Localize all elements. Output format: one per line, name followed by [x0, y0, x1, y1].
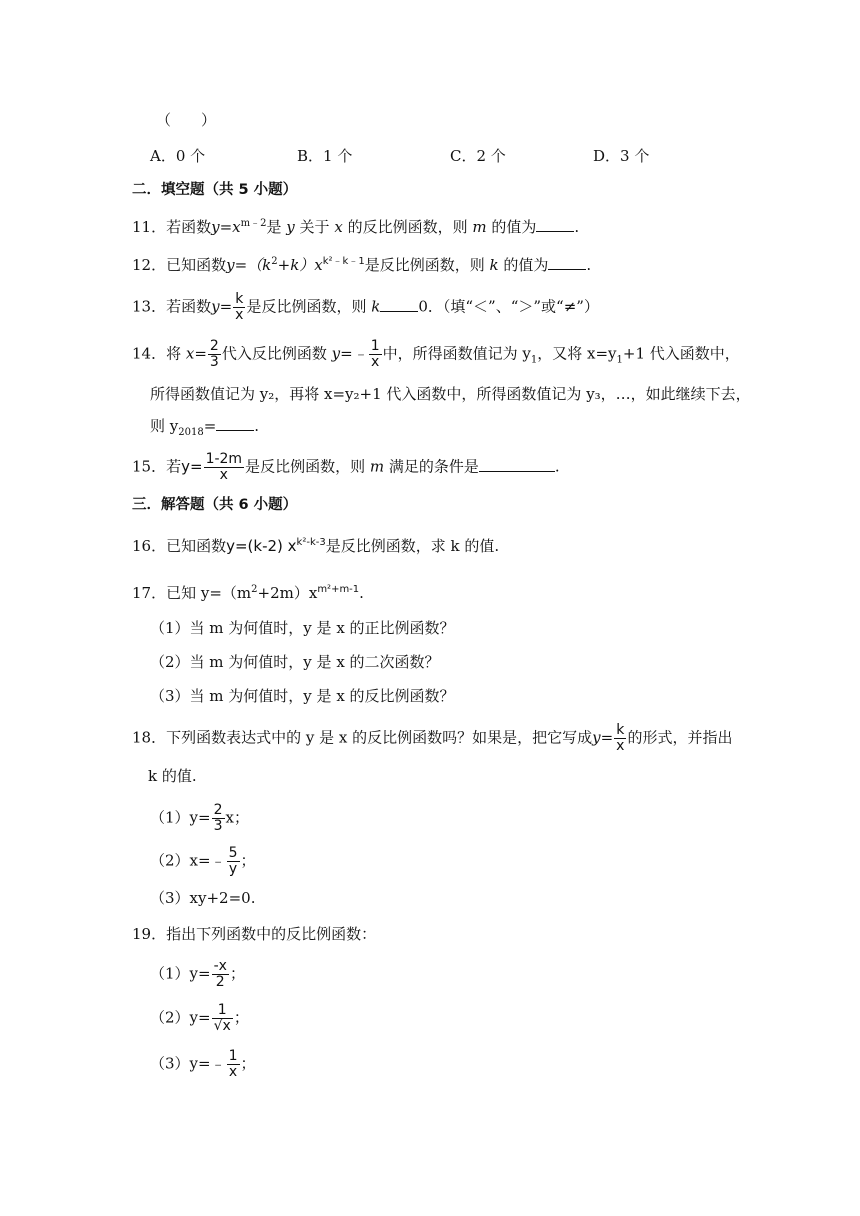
question-17-part3: （3）当 m 为何值时，y 是 x 的反比例函数？ [150, 687, 455, 705]
fraction: $\frac{1}{x}$ [228, 1048, 238, 1080]
question-18-part1: （1）y= $\frac{2}{3}$ x； [150, 802, 249, 834]
fraction: $\frac{k}{x}$ [235, 291, 244, 323]
section-heading-fill-in: 二．填空题（共 5 小题） [132, 182, 298, 198]
question-19-part3: （3）y=﹣ $\frac{1}{x}$ ； [150, 1048, 256, 1080]
question-13: 13．若函数y= $\frac{k}{x}$ 是反比例函数，则 k 0．（填“＜”、“＞”或“≠”） [132, 291, 599, 323]
section-heading-solutions: 三．解答题（共 6 小题） [132, 497, 298, 513]
question-19-part1: （1）y= $\frac{-x}{2}$ ； [150, 958, 245, 990]
question-18-line2: k 的值. [148, 767, 197, 785]
fraction: $\frac{-x}{2}$ [213, 958, 227, 990]
option-a: A．0 个 [150, 147, 206, 165]
question-14-line3: 则 $y_{2018}=$ . [150, 417, 260, 438]
question-19: 19．指出下列函数中的反比例函数： [132, 925, 377, 943]
fraction: $\frac{1-2m}{x}$ [205, 451, 243, 483]
option-b: B．1 个 [297, 147, 353, 165]
question-17: 17．已知 $y=(m^2+2m)x^{m^2+m-1}$. [132, 584, 364, 602]
question-17-part2: （2）当 m 为何值时，y 是 x 的二次函数？ [150, 653, 440, 671]
answer-blank[interactable] [479, 457, 555, 472]
question-17-part1: （1）当 m 为何值时，y 是 x 的正比例函数？ [150, 619, 455, 637]
question-16: 16．已知函数y=(k-2) $x^{k^2-k-3}$是反比例函数，求 k 的值. [132, 537, 500, 555]
question-19-part2: （2）y= $\frac{1}{√x}$ ； [150, 1002, 249, 1034]
fraction: $\frac{2}{3}$ [209, 338, 219, 370]
answer-blank[interactable] [380, 297, 418, 312]
question-18-part2: （2）x=﹣ $\frac{5}{y}$ ； [150, 845, 256, 877]
question-12: 12．已知函数$y=(k^2+k)x^{k^2﹣k﹣1}$是反比例函数，则 k 的值为 . [132, 256, 592, 274]
question-14-line2: 所得函数值记为 y₂，再将 x=y₂+1 代入函数中，所得函数值记为 y₃，…，如此继续下去， [150, 385, 751, 403]
question-14: 14．将 x= $\frac{2}{3}$ 代入反比例函数 y=﹣ $\frac{1}{x}$ 中，所得函数值记为 $y_1$，又将 $x=y_1+1$ 代入函数中， [132, 338, 740, 370]
answer-parentheses: （ ） [156, 111, 217, 129]
question-15: 15．若y= $\frac{1-2m}{x}$ 是反比例函数，则 m 满足的条件是 . [132, 451, 560, 483]
fraction: $\frac{1}{√x}$ [213, 1002, 231, 1034]
answer-blank[interactable] [216, 416, 254, 431]
question-18-part3: （3）xy+2=0. [150, 889, 256, 907]
question-18: 18．下列函数表达式中的 y 是 x 的反比例函数吗？如果是，把它写成y= $\frac{k}{x}$ 的形式，并指出 [132, 722, 733, 754]
fraction: $\frac{1}{x}$ [370, 338, 380, 370]
option-d: D．3 个 [593, 147, 650, 165]
question-11: 11．若函数$y=x^{m﹣2}$是 y 关于 x 的反比例函数，则 m 的值为 . [132, 218, 580, 236]
fraction: $\frac{2}{3}$ [213, 802, 223, 834]
fraction: $\frac{5}{y}$ [228, 845, 238, 877]
answer-blank[interactable] [536, 217, 574, 232]
option-c: C．2 个 [450, 147, 506, 165]
fraction: $\frac{k}{x}$ [616, 722, 625, 754]
answer-blank[interactable] [548, 255, 586, 270]
